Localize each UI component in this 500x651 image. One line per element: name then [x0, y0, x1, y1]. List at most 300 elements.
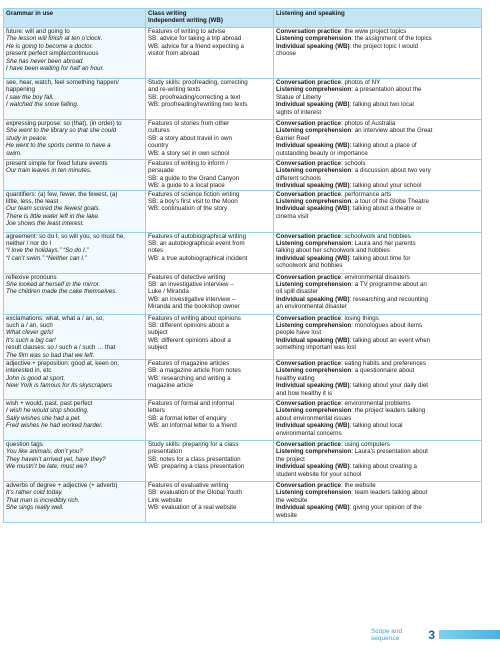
listening-text: : environmental disasters	[341, 273, 410, 281]
table-row	[4, 190, 482, 232]
grammar-point: question tags	[6, 441, 43, 449]
writing-cell	[146, 482, 274, 523]
listening-label: Listening comprehension	[276, 281, 352, 289]
grammar-example: The lesson will finish at ten o’clock.	[6, 35, 103, 43]
grammar-point: interested in, etc	[6, 367, 52, 375]
grammar-point: adjective + preposition: good at, keen on,	[6, 360, 120, 368]
grammar-cell	[4, 360, 146, 400]
listening-label: Individual speaking (WB)	[276, 101, 350, 109]
grammar-cell	[4, 160, 146, 191]
listening-label: Individual speaking (WB)	[276, 504, 350, 512]
listening-cell	[274, 190, 482, 232]
listening-text: : Laura’s presentation about	[351, 448, 428, 456]
listening-text: : talking about an event when	[349, 336, 431, 344]
listening-text: : schools	[341, 160, 366, 167]
listening-cell	[274, 360, 482, 400]
writing-item: SB: different opinions about a	[148, 322, 230, 330]
listening-item	[276, 344, 479, 351]
listening-text: cinema visit	[276, 212, 309, 220]
listening-text: : photos of Australia	[341, 120, 396, 127]
listening-item	[276, 448, 479, 455]
listening-label: Listening comprehension	[276, 407, 352, 415]
writing-item: SB: evaluation of the Global Youth	[148, 489, 242, 497]
listening-label: Conversation practice	[276, 160, 341, 167]
listening-item	[276, 198, 479, 205]
listening-item	[276, 400, 479, 407]
listening-text: different schools	[276, 174, 321, 182]
listening-item	[276, 430, 479, 437]
grammar-point: result clauses: so / such a / such … that	[6, 344, 116, 352]
listening-item	[276, 240, 479, 247]
writing-item: SB: a story about travel in own	[148, 134, 232, 142]
listening-item	[276, 205, 479, 212]
writing-item: WB: a true autobiographical incident	[148, 254, 248, 262]
listening-text: talking about her schoolwork and hobbies	[276, 247, 390, 255]
listening-item	[276, 43, 479, 50]
listening-text: Barrier Reef	[276, 134, 310, 142]
grammar-point: expressing purpose: so (that), (in order) to	[6, 120, 122, 127]
grammar-example: Our team scored the fewest goals.	[6, 205, 101, 213]
listening-item	[276, 367, 479, 374]
listening-label: Individual speaking (WB)	[276, 182, 350, 190]
listening-item	[276, 375, 479, 382]
footer-accent-bar	[439, 630, 500, 639]
listening-item	[276, 109, 479, 116]
grammar-cell	[4, 482, 146, 523]
writing-cell	[146, 28, 274, 79]
listening-item	[276, 303, 479, 310]
listening-item	[276, 415, 479, 422]
listening-text: the website	[276, 496, 308, 504]
grammar-example: They haven’t arrived yet, have they?	[6, 455, 106, 463]
writing-item: Miranda and the bookshop owner	[148, 303, 240, 311]
listening-text: : Laura and her parents	[351, 240, 416, 248]
listening-item	[276, 50, 479, 57]
writing-item: WB: an investigative interview –	[148, 295, 236, 303]
writing-cell	[146, 79, 274, 120]
listening-label: Listening comprehension	[276, 167, 352, 175]
listening-label: Conversation practice	[276, 482, 341, 490]
writing-item: Features of science fiction writing	[148, 190, 240, 198]
listening-item	[276, 150, 479, 157]
grammar-point: agreement: so do I, so will you, so must he,	[6, 232, 125, 240]
listening-item	[276, 247, 479, 254]
listening-label: Listening comprehension	[276, 86, 352, 94]
listening-text: the project	[276, 455, 305, 463]
listening-item	[276, 504, 479, 511]
grammar-example: She looked at herself in the mirror.	[6, 281, 101, 289]
table-row	[4, 120, 482, 160]
grammar-example: What clever girls!	[6, 329, 54, 337]
listening-item	[276, 281, 479, 288]
writing-item: WB: preparing a class presentation	[148, 463, 245, 471]
table-row	[4, 273, 482, 314]
listening-text: : talking about a place of	[349, 142, 417, 150]
grammar-point: quantifiers: (a) few, fewer, the fewest, (a)	[6, 190, 118, 198]
writing-item: notes	[148, 247, 164, 255]
listening-item	[276, 456, 479, 463]
grammar-example: We mustn’t be late, must we?	[6, 463, 88, 471]
writing-item: Features of stories from other	[148, 120, 230, 127]
listening-text: : the project topic I would	[349, 42, 419, 50]
listening-label: Listening comprehension	[276, 322, 352, 330]
listening-item	[276, 315, 479, 322]
footer-label: Scope and sequence	[371, 627, 403, 642]
listening-text: : the website	[341, 482, 376, 490]
table-row	[4, 79, 482, 120]
listening-label: Conversation practice	[276, 314, 341, 322]
grammar-example: That man is incredibly rich.	[6, 496, 80, 504]
grammar-point: present simple for fixed future events	[6, 160, 108, 167]
writing-item: SB: a formal letter of enquiry	[148, 414, 227, 422]
grammar-example: The children made the cake themselves.	[6, 288, 118, 296]
table-row	[4, 400, 482, 441]
grammar-point: neither / nor do I	[6, 240, 52, 248]
writing-item: WB: researching and writing a	[148, 374, 231, 382]
listening-text: : researching and recounting	[349, 295, 429, 303]
listening-text: : photos of NY	[341, 79, 381, 86]
writing-item: subject	[148, 344, 168, 352]
grammar-example: She went to the library so that she could	[6, 127, 117, 135]
table-row	[4, 314, 482, 359]
grammar-cell	[4, 79, 146, 120]
listening-cell	[274, 120, 482, 160]
listening-label: Conversation practice	[276, 360, 341, 368]
listening-item	[276, 135, 479, 142]
grammar-cell	[4, 273, 146, 314]
grammar-example: Fred wishes he had worked harder.	[6, 422, 103, 430]
grammar-example: He is going to become a doctor.	[6, 42, 94, 50]
listening-text: student website for your school	[276, 470, 362, 478]
writing-cell	[146, 160, 274, 191]
grammar-example: Sally wishes she had a pet.	[6, 414, 81, 422]
listening-text: : team leaders talking about	[351, 489, 428, 497]
listening-label: Individual speaking (WB)	[276, 336, 350, 344]
listening-item	[276, 390, 479, 397]
listening-item	[276, 489, 479, 496]
writing-item: Study skills: proofreading, correcting	[148, 79, 248, 86]
listening-label: Individual speaking (WB)	[276, 382, 350, 390]
listening-text: choose	[276, 50, 296, 58]
listening-text: : an interview about the Great	[351, 127, 433, 135]
listening-label: Conversation practice	[276, 120, 341, 127]
writing-item: Features of magazine articles	[148, 360, 230, 368]
writing-item: presentation	[148, 448, 183, 456]
writing-item: SB: notes for a class presentation	[148, 455, 241, 463]
writing-item: persuade	[148, 167, 174, 175]
writing-item: SB: a magazine article from notes	[148, 367, 241, 375]
listening-text: : talking about time for	[349, 254, 411, 262]
listening-item	[276, 191, 479, 198]
table-row	[4, 482, 482, 523]
listening-text: : environmental problems	[341, 400, 411, 408]
listening-item	[276, 471, 479, 478]
grammar-example: She sings really well.	[6, 504, 64, 512]
listening-label: Conversation practice	[276, 28, 341, 35]
writing-item: magazine article	[148, 382, 194, 390]
writing-item: letters	[148, 407, 165, 415]
listening-text: an environmental disaster	[276, 303, 347, 311]
grammar-example: swim.	[6, 149, 22, 157]
listening-label: Individual speaking (WB)	[276, 205, 350, 213]
grammar-cell	[4, 120, 146, 160]
writing-item: WB: advice for a friend expecting a	[148, 42, 244, 50]
grammar-example: The film was so bad that we left.	[6, 351, 95, 359]
grammar-point: little, less, the least	[6, 198, 59, 206]
grammar-example: He went to the sports centre to have a	[6, 142, 111, 150]
grammar-example: Joe shows the least interest.	[6, 220, 85, 228]
listening-text: healthy eating	[276, 374, 315, 382]
listening-text: : talking about a theatre or	[349, 205, 422, 213]
listening-item	[276, 142, 479, 149]
listening-item	[276, 407, 479, 414]
listening-label: Listening comprehension	[276, 35, 352, 43]
listening-text: : using computers	[341, 441, 390, 449]
writing-item: SB: advice for taking a trip abroad	[148, 35, 242, 43]
grammar-example: She has never been abroad.	[6, 57, 85, 65]
writing-item: cultures	[148, 127, 170, 135]
grammar-example: John is good at sport.	[6, 374, 66, 382]
listening-item	[276, 288, 479, 295]
grammar-example: You like animals, don’t you?	[6, 448, 83, 456]
grammar-example: New York is famous for its skyscrapers	[6, 382, 113, 390]
listening-item	[276, 86, 479, 93]
writing-cell	[146, 400, 274, 441]
grammar-cell	[4, 28, 146, 79]
listening-item	[276, 497, 479, 504]
listening-text: environmental concerns	[276, 429, 342, 437]
writing-item: WB: evaluation of a real website	[148, 504, 237, 512]
listening-text: Statue of Liberty	[276, 93, 322, 101]
listening-text: : monologues about items	[351, 322, 423, 330]
listening-text: oil spill disaster	[276, 288, 318, 296]
writing-item: WB: proofreading/rewriting two texts	[148, 101, 248, 109]
listening-cell	[274, 28, 482, 79]
grammar-cell	[4, 190, 146, 232]
listening-item	[276, 329, 479, 336]
listening-item	[276, 120, 479, 127]
listening-item	[276, 382, 479, 389]
grammar-point: happening	[6, 86, 35, 94]
writing-cell	[146, 232, 274, 273]
listening-text: : performance arts	[341, 190, 392, 198]
table-row	[4, 232, 482, 273]
listening-text: : talking about creating a	[349, 463, 417, 471]
listening-label: Listening comprehension	[276, 489, 352, 497]
listening-label: Listening comprehension	[276, 448, 352, 456]
listening-item	[276, 127, 479, 134]
listening-text: : the assignment of the topics	[351, 35, 432, 43]
listening-text: : talking about two local	[349, 101, 414, 109]
listening-text: something important was lost	[276, 344, 357, 352]
writing-item: subject	[148, 329, 168, 337]
listening-item	[276, 233, 479, 240]
listening-item	[276, 160, 479, 167]
listening-label: Conversation practice	[276, 232, 341, 240]
listening-label: Conversation practice	[276, 441, 341, 449]
grammar-example: “I can’t swim.” “Neither can I.”	[6, 254, 87, 262]
grammar-example: Our train leaves in ten minutes.	[6, 167, 92, 175]
listening-item	[276, 101, 479, 108]
listening-text: : eating habits and preferences	[341, 360, 426, 368]
grammar-point: exclamations: what, what a / an, so,	[6, 314, 105, 322]
writing-cell	[146, 314, 274, 359]
writing-item: WB: different opinions about a	[148, 336, 231, 344]
listening-item	[276, 28, 479, 35]
listening-text: : a TV programme about an	[351, 281, 427, 289]
writing-item: country	[148, 142, 169, 150]
listening-item	[276, 94, 479, 101]
listening-item	[276, 255, 479, 262]
grammar-example: There is little water left in the lake.	[6, 212, 100, 220]
listening-text: : the www project topics	[341, 28, 407, 35]
listening-text: : a presentation about the	[351, 86, 422, 94]
listening-item	[276, 360, 479, 367]
writing-item: WB: a guide to a local place	[148, 182, 225, 190]
grammar-point: such a / an, such	[6, 322, 53, 330]
writing-item: Features of detective writing	[148, 273, 226, 281]
listening-cell	[274, 232, 482, 273]
listening-text: : a discussion about two very	[351, 167, 431, 175]
writing-cell	[146, 120, 274, 160]
writing-item: Features of writing to advise	[148, 28, 226, 35]
writing-item: Features of autobiographical writing	[148, 232, 247, 240]
listening-item	[276, 262, 479, 269]
writing-item: SB: an investigative interview –	[148, 281, 234, 289]
listening-text: : talking about your school	[349, 182, 422, 190]
listening-text: outstanding beauty or importance	[276, 149, 368, 157]
writing-cell	[146, 441, 274, 482]
listening-item	[276, 463, 479, 470]
writing-item: SB: a boy’s first visit to the Moon	[148, 198, 238, 206]
grammar-point: wish + would, past, past perfect	[6, 400, 93, 408]
listening-text: sights of interest	[276, 108, 322, 116]
writing-item: SB: a guide to the Grand Canyon	[148, 174, 240, 182]
grammar-example: It’s such a big car!	[6, 336, 56, 344]
listening-item	[276, 213, 479, 220]
grammar-example: study in peace.	[6, 134, 48, 142]
grammar-example: I wish he would stop shouting.	[6, 407, 89, 415]
writing-item: and re-writing texts	[148, 86, 201, 94]
writing-cell	[146, 273, 274, 314]
listening-text: : talking about local	[349, 422, 403, 430]
listening-text: schoolwork and hobbies	[276, 262, 343, 270]
listening-text: and how healthy it is	[276, 389, 333, 397]
listening-cell	[274, 79, 482, 120]
listening-text: : talking about your daily diet	[349, 382, 429, 390]
listening-label: Listening comprehension	[276, 127, 352, 135]
table-row	[4, 28, 482, 79]
listening-item	[276, 441, 479, 448]
listening-label: Listening comprehension	[276, 240, 352, 248]
writing-item: SB: an autobiographical event from	[148, 240, 245, 248]
listening-cell	[274, 160, 482, 191]
writing-item: Features of formal and informal	[148, 400, 234, 408]
grammar-point: see, hear, watch, feel something happen/	[6, 79, 119, 86]
listening-label: Individual speaking (WB)	[276, 295, 350, 303]
listening-cell	[274, 400, 482, 441]
header-row	[4, 9, 482, 28]
listening-label: Conversation practice	[276, 79, 341, 86]
listening-label: Conversation practice	[276, 190, 341, 198]
page-footer	[371, 627, 500, 642]
grammar-example: I have been waiting for half an hour.	[6, 65, 105, 73]
grammar-point: future: will and going to	[6, 28, 70, 35]
listening-cell	[274, 482, 482, 523]
grammar-cell	[4, 314, 146, 359]
grammar-example: I saw the boy fall.	[6, 93, 54, 101]
grammar-cell	[4, 441, 146, 482]
listening-item	[276, 35, 479, 42]
listening-label: Individual speaking (WB)	[276, 254, 350, 262]
listening-text: about environmental issues	[276, 414, 352, 422]
listening-label: Conversation practice	[276, 273, 341, 281]
listening-text: : a questionnaire about	[351, 367, 415, 375]
header-listening: Listening and speaking	[274, 9, 482, 28]
listening-item	[276, 175, 479, 182]
table-row	[4, 360, 482, 400]
listening-cell	[274, 441, 482, 482]
table-row	[4, 441, 482, 482]
listening-text: : a tour of the Globe Theatre	[351, 198, 429, 206]
listening-item	[276, 482, 479, 489]
writing-item: WB: a story set in own school	[148, 149, 230, 157]
writing-item: Features of evaluative writing	[148, 482, 229, 490]
writing-item: WB: an informal letter to a friend	[148, 422, 237, 430]
listening-item	[276, 296, 479, 303]
grammar-example: I watched the snow falling.	[6, 101, 79, 109]
listening-item	[276, 422, 479, 429]
header-grammar: Grammar in use	[4, 9, 146, 28]
writing-item: Luke / Miranda	[148, 288, 189, 296]
listening-label: Individual speaking (WB)	[276, 463, 350, 471]
listening-label: Individual speaking (WB)	[276, 42, 350, 50]
grammar-point: adverbs of degree + adjective (+ adverb)	[6, 482, 118, 490]
listening-cell	[274, 314, 482, 359]
writing-item: Features of writing about opinions	[148, 314, 241, 322]
listening-label: Listening comprehension	[276, 367, 352, 375]
listening-label: Conversation practice	[276, 400, 341, 408]
grammar-point: present perfect simple/continuous	[6, 50, 99, 58]
page-number: 3	[428, 627, 436, 642]
writing-item: SB: proofreading/correcting a text	[148, 93, 241, 101]
listening-item	[276, 79, 479, 86]
listening-text: website	[276, 511, 297, 519]
listening-item	[276, 167, 479, 174]
writing-item: Link website	[148, 496, 183, 504]
grammar-example: “I love the holidays.” “So do I.”	[6, 247, 89, 255]
listening-label: Individual speaking (WB)	[276, 142, 350, 150]
listening-cell	[274, 273, 482, 314]
grammar-cell	[4, 232, 146, 273]
writing-item: visitor from abroad	[148, 50, 200, 58]
listening-label: Listening comprehension	[276, 198, 352, 206]
listening-item	[276, 274, 479, 281]
listening-item	[276, 512, 479, 519]
listening-item	[276, 322, 479, 329]
header-writing: Class writing Independent writing (WB)	[146, 9, 274, 28]
writing-item: WB: continuation of the story	[148, 205, 228, 213]
table-row	[4, 160, 482, 191]
writing-cell	[146, 190, 274, 232]
grammar-cell	[4, 400, 146, 441]
listening-text: : losing things	[341, 314, 379, 322]
listening-text: people have lost	[276, 329, 322, 337]
listening-item	[276, 182, 479, 189]
writing-item: Features of writing to inform /	[148, 160, 229, 167]
listening-text: : the project leaders talking	[351, 407, 426, 415]
listening-text: : giving your opinion of the	[349, 504, 422, 512]
